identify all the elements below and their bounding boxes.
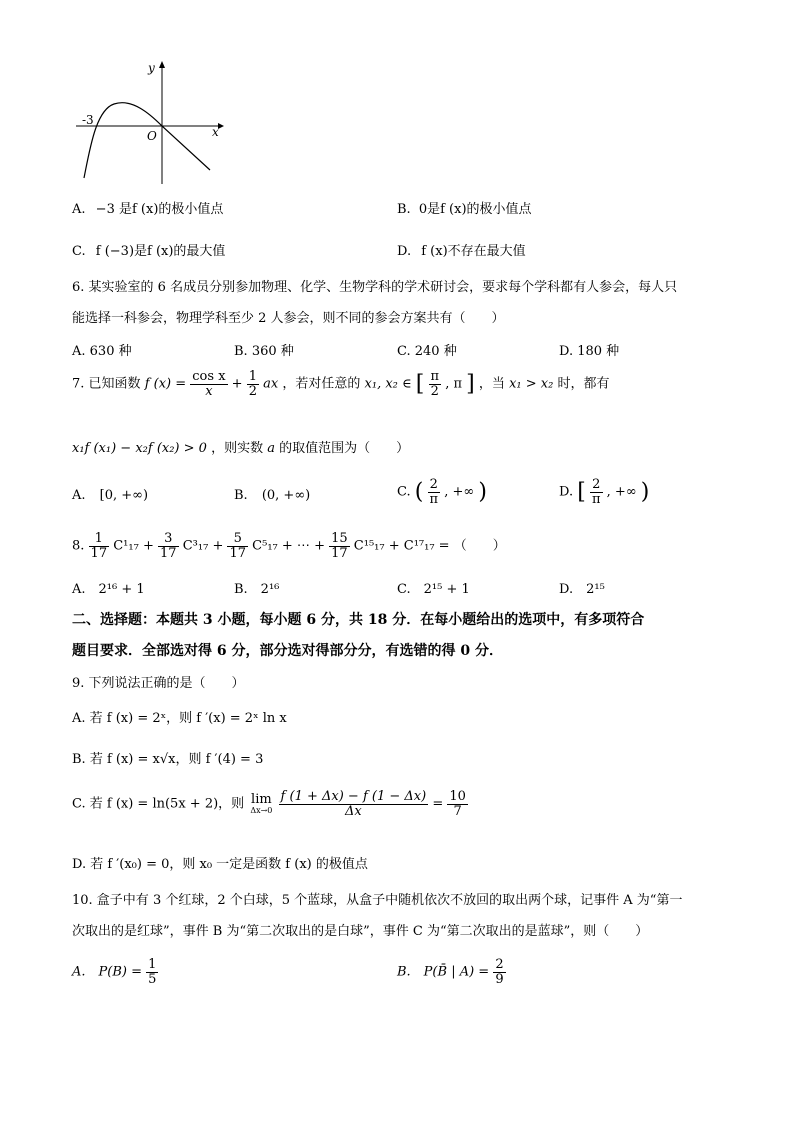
q6-line1: 6. 某实验室的 6 名成员分别参加物理、化学、生物学科的学术研讨会，要求每个学科都有人参会，每人只 (72, 280, 678, 295)
q10-option-b-num: 2 (495, 957, 504, 972)
q8-t4-num: 15 (331, 531, 348, 546)
q7-option-d-den: π (591, 491, 601, 507)
q7-option-d-frac (590, 478, 603, 506)
q7-option-d-tail: , +∞ (606, 484, 637, 500)
q8-t1-num: 1 (89, 532, 110, 547)
q7-option-d[interactable] (559, 478, 649, 506)
q5-option-a-text: 是f (x)的极小值点 (118, 202, 224, 217)
q9-option-c-num: f (1 + Δx) − f (1 − Δx) (280, 789, 427, 804)
q7-half-den: 2 (248, 383, 257, 399)
q6-option-b[interactable]: B. 360 种 (234, 344, 294, 359)
q9-option-c-frac (279, 790, 429, 818)
q7-plus: + (231, 376, 243, 392)
q8-t1-frac (89, 532, 110, 560)
q7-option-a-letter: A. (72, 488, 86, 503)
q9-option-c-rden: 7 (453, 803, 462, 819)
q9-option-c-lim (248, 793, 274, 815)
q7-line2-text: ，则实数 (211, 441, 264, 456)
q7-option-d-letter: D. (559, 484, 574, 500)
q8-prefix: 8. (72, 538, 85, 554)
x-axis-label: x (212, 125, 219, 139)
q8-option-b[interactable]: B. 2¹⁶ (234, 582, 280, 597)
q8-dots: + ⋯ + (281, 538, 325, 554)
q10-option-b-frac (493, 958, 505, 986)
q7-half-frac (247, 370, 259, 398)
q7-option-c-frac (428, 478, 441, 506)
q9-stem: 9. 下列说法正确的是（ ） (72, 676, 245, 691)
q9-option-c-rnum: 10 (449, 789, 466, 804)
q9-option-c-den: Δx (345, 803, 362, 819)
q7-option-b[interactable] (234, 488, 310, 503)
q7-option-d-lbracket: [ (577, 479, 586, 505)
q7-line2 (72, 437, 409, 456)
function-graph (70, 58, 230, 186)
q5-option-d[interactable] (397, 240, 526, 259)
q5-option-b-text: 0是f (x)的极小值点 (418, 202, 532, 217)
q8-t4-c: C¹⁵₁₇ (353, 538, 385, 554)
q7-ax: ax (263, 376, 279, 392)
q7-line2-expr: x₁f (x₁) − x₂f (x₂) > 0 (72, 441, 207, 456)
q7-rbracket: ] (466, 371, 475, 397)
q7-prefix: 7. 已知函数 (72, 376, 141, 392)
origin-label: O (147, 129, 157, 143)
q6-line2: 能选择一科参会，物理学科至少 2 人参会，则不同的参会方案共有（ ） (72, 311, 505, 326)
q7-option-c-rparen: ) (478, 479, 487, 505)
q8-t3-den: 17 (229, 545, 247, 561)
q8-t2-frac (158, 532, 179, 560)
q8-t1-den: 17 (90, 545, 108, 561)
q8-t5: + C¹⁷₁₇ = （ ） (388, 538, 506, 554)
q8-t2-c: C³₁₇ (182, 538, 209, 554)
q9-option-c-eq: = (432, 796, 444, 812)
q7-a-var: a (267, 441, 275, 456)
q8-t4-frac (329, 532, 350, 560)
q10-option-b-pre: B. P(B̄ | A) = (397, 964, 490, 980)
x-axis-arrow (218, 123, 224, 129)
q7-option-c-letter: C. (397, 484, 411, 500)
q7-pi2-den: 2 (430, 383, 439, 399)
q9-option-b[interactable]: B. 若 f (x) = x√x，则 f ′(4) = 3 (72, 752, 264, 767)
q8-option-d[interactable]: D. 2¹⁵ (559, 582, 605, 597)
q8-t2-num: 3 (158, 532, 179, 547)
q7-line2-tail: 的取值范围为（ ） (279, 441, 410, 456)
q5-option-a[interactable] (72, 198, 223, 217)
q7-option-c[interactable] (397, 478, 487, 506)
q7-mid: ，若对任意的 (282, 376, 361, 392)
q9-option-a[interactable]: A. 若 f (x) = 2ˣ，则 f ′(x) = 2ˣ ln x (72, 711, 287, 726)
q8-plus2: + (212, 538, 224, 554)
q8-t1-c: C¹₁₇ (113, 538, 139, 554)
q9-option-c-lim-sub: Δx→0 (250, 805, 273, 815)
q9-option-c[interactable] (72, 790, 468, 818)
q6-option-d[interactable]: D. 180 种 (559, 344, 620, 359)
q7-lbracket: [ (415, 371, 425, 397)
q7-option-b-letter: B. (234, 488, 248, 503)
q7-comma: , (445, 376, 450, 392)
section2-line1: 二、选择题：本题共 3 小题，每小题 6 分，共 18 分．在每小题给出的选项中，有多项符合 (72, 612, 645, 628)
q7-cond: x₁ > x₂ (509, 376, 554, 392)
q9-option-c-rfrac (447, 790, 468, 818)
q9-option-d[interactable]: D. 若 f ′(x₀) = 0，则 x₀ 一定是函数 f (x) 的极值点 (72, 857, 368, 872)
q7-cos-num: cos x (192, 369, 226, 384)
q8-option-a[interactable]: A. 2¹⁶ + 1 (72, 582, 145, 597)
q8-stem (72, 532, 506, 560)
q7-option-d-num: 2 (590, 478, 603, 493)
q5-option-c-text: f (−3)是f (x)的最大值 (95, 244, 226, 259)
q7-pi2-frac (429, 370, 442, 398)
q10-line2: 次取出的是红球”，事件 B 为“第二次取出的是白球”，事件 C 为“第二次取出的是蓝球”，则（ ） (72, 924, 649, 939)
q7-option-c-tail: , +∞ (444, 484, 475, 500)
q5-option-c[interactable] (72, 240, 225, 259)
q7-line1 (72, 370, 609, 398)
q7-option-d-rparen: ) (640, 479, 650, 505)
q7-fx: f (x) = (144, 376, 187, 392)
q10-option-b-den: 9 (495, 971, 504, 987)
q5-option-b[interactable] (397, 198, 532, 217)
q8-t2-den: 17 (160, 545, 177, 561)
q7-pi2-num: π (430, 369, 440, 384)
q8-t3-c: C⁵₁₇ (252, 538, 278, 554)
q7-cos-den: x (205, 383, 213, 399)
y-axis-label: y (148, 61, 155, 75)
y-axis-arrow (159, 61, 165, 68)
q5-option-b-letter: B. (397, 202, 411, 217)
section2-line2: 题目要求．全部选对得 6 分，部分选对得部分分，有选错的得 0 分． (72, 643, 503, 659)
q7-tail: 时，都有 (557, 376, 610, 392)
q7-option-c-num: 2 (428, 478, 441, 493)
q8-option-c[interactable]: C. 2¹⁵ + 1 (397, 582, 470, 597)
q10-option-a[interactable] (72, 958, 158, 986)
q7-x12: x₁, x₂ ∈ (364, 376, 412, 392)
q8-t4-den: 17 (331, 545, 348, 561)
q7-pi: π (453, 376, 463, 392)
q6-option-c[interactable]: C. 240 种 (397, 344, 457, 359)
q9-option-c-lim-word: lim (251, 792, 272, 808)
q7-option-a-val: [0, +∞) (99, 488, 149, 503)
q7-when: ，当 (478, 376, 505, 392)
neg3-label: -3 (82, 113, 94, 127)
q8-t3-num: 5 (227, 532, 248, 547)
q7-option-c-lparen: ( (414, 479, 424, 505)
q7-cos-frac (190, 370, 227, 398)
q6-option-a[interactable]: A. 630 种 (72, 344, 132, 359)
q10-option-a-num: 1 (148, 957, 157, 972)
q7-option-b-val: (0, +∞) (261, 488, 311, 503)
q10-option-a-den: 5 (148, 971, 157, 987)
q10-option-a-pre: A. P(B) = (72, 964, 142, 980)
q5-option-c-letter: C. (72, 244, 86, 259)
q7-option-c-den: π (429, 491, 439, 507)
q5-option-d-letter: D. (397, 244, 412, 259)
q10-option-b[interactable] (397, 958, 506, 986)
q5-option-a-pre: −3 (95, 202, 115, 217)
q7-option-a[interactable] (72, 488, 148, 503)
q8-t3-frac (227, 532, 248, 560)
q5-option-a-letter: A. (72, 202, 86, 217)
q7-half-num: 1 (248, 369, 257, 384)
q10-line1: 10. 盒子中有 3 个红球，2 个白球，5 个蓝球，从盒子中随机依次不放回的取出两个球，记事件 A 为“第一 (72, 893, 683, 908)
q9-option-c-pre: C. 若 f (x) = ln(5x + 2)，则 (72, 796, 245, 812)
q10-option-a-frac (146, 958, 158, 986)
q5-option-d-text: f (x)不存在最大值 (421, 244, 526, 259)
q8-plus1: + (142, 538, 154, 554)
